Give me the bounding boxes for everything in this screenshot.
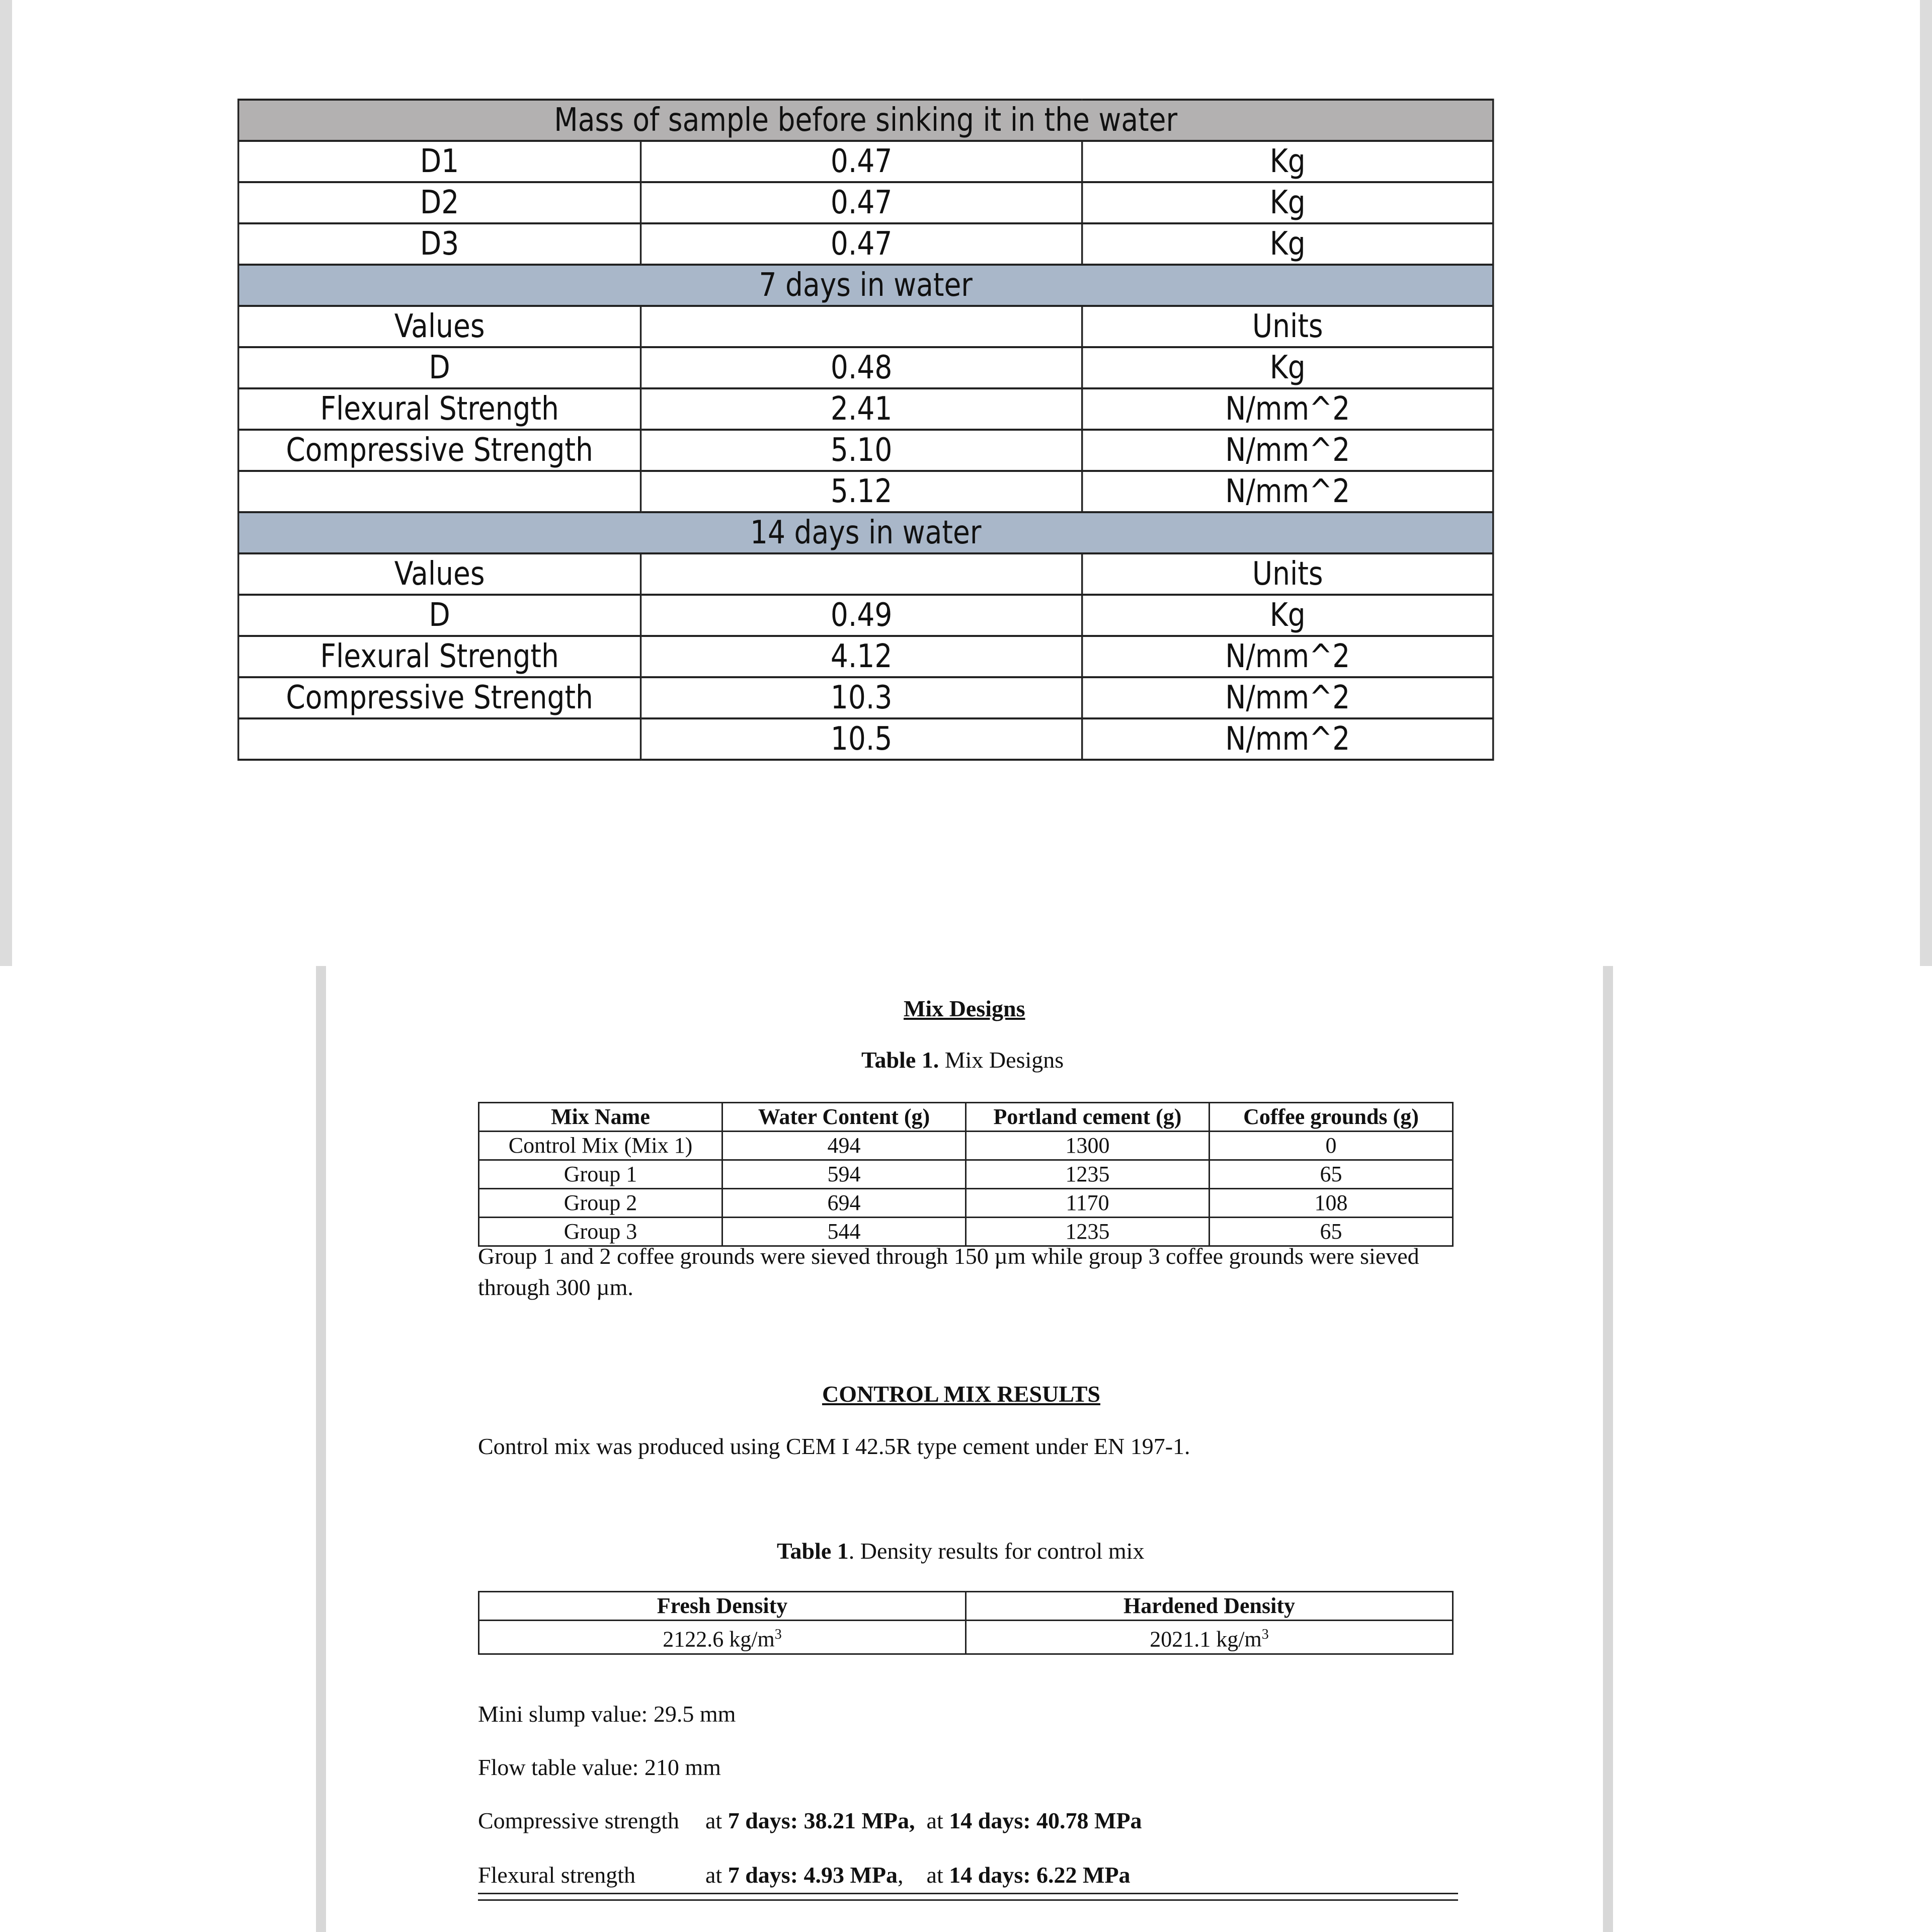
table-cell: 0: [1210, 1132, 1453, 1160]
row-label: D1: [238, 141, 641, 182]
row-value: 10.5: [641, 718, 1082, 760]
document-page: [326, 966, 1603, 1932]
table-row: [238, 306, 1493, 347]
compressive-14-days: 14 days: 40.78 MPa: [949, 1808, 1142, 1833]
flexural-14-days: 14 days: 6.22 MPa: [949, 1862, 1131, 1888]
values-label: Values: [238, 306, 641, 347]
column-header: Fresh Density: [479, 1592, 966, 1621]
density-caption: [777, 1538, 1144, 1564]
row-label: Flexural Strength: [238, 636, 641, 677]
row-unit: N/mm^2: [1082, 677, 1493, 718]
caption-text: Mix Designs: [939, 1047, 1064, 1073]
table-row: [238, 223, 1493, 265]
table-row: [238, 388, 1493, 430]
row-label: D: [238, 347, 641, 388]
separator: ,: [909, 1808, 915, 1833]
page-gutter-left: [316, 966, 326, 1932]
table-cell: 594: [722, 1160, 966, 1189]
row-value: 10.3: [641, 677, 1082, 718]
row-value: 4.12: [641, 636, 1082, 677]
row-label: [238, 471, 641, 512]
row-value: 2.41: [641, 388, 1082, 430]
results-table: [237, 99, 1494, 761]
compressive-7-days: 7 days: 38.21 MPa: [728, 1808, 910, 1833]
row-label: [238, 718, 641, 760]
empty-cell: [641, 306, 1082, 347]
table-cell: 1235: [966, 1160, 1210, 1189]
row-unit: Kg: [1082, 595, 1493, 636]
caption-label: Table 1.: [861, 1047, 939, 1073]
row-value: 0.47: [641, 182, 1082, 223]
table-cell: 108: [1210, 1189, 1453, 1218]
column-header: Mix Name: [479, 1103, 722, 1132]
row-unit: N/mm^2: [1082, 388, 1493, 430]
row-value: 0.49: [641, 595, 1082, 636]
table-cell: Group 2: [479, 1189, 722, 1218]
day14-header: 14 days in water: [238, 512, 1493, 553]
sieve-note-line2: through 300 µm.: [478, 1274, 633, 1300]
table-cell: [479, 1621, 966, 1654]
at-text: at: [705, 1862, 722, 1888]
units-label: Units: [1082, 306, 1493, 347]
table-cell: 1170: [966, 1189, 1210, 1218]
mix-designs-title: Mix Designs: [904, 996, 1025, 1021]
unit-superscript: 3: [1261, 1627, 1269, 1642]
flexural-label: Flexural strength: [478, 1862, 635, 1888]
table-cell: Group 3: [479, 1218, 722, 1246]
row-label: Flexural Strength: [238, 388, 641, 430]
table-row: [238, 636, 1493, 677]
row-unit: Kg: [1082, 182, 1493, 223]
row-label: Compressive Strength: [238, 430, 641, 471]
table-cell: 544: [722, 1218, 966, 1246]
row-value: 5.10: [641, 430, 1082, 471]
row-label: D: [238, 595, 641, 636]
table-cell: Group 1: [479, 1160, 722, 1189]
row-unit: N/mm^2: [1082, 430, 1493, 471]
compressive-label: Compressive strength: [478, 1808, 679, 1833]
at-text: at: [926, 1862, 943, 1888]
column-header: Coffee grounds (g): [1210, 1103, 1453, 1132]
row-unit: N/mm^2: [1082, 718, 1493, 760]
row-value: 0.48: [641, 347, 1082, 388]
table-row: [238, 677, 1493, 718]
table-row: [238, 347, 1493, 388]
flexural-strength-line: [478, 1862, 635, 1888]
table-header-row: [479, 1103, 1453, 1132]
row-value: 0.47: [641, 223, 1082, 265]
table-cell: 65: [1210, 1218, 1453, 1246]
table-row: [479, 1218, 1453, 1246]
table-row: [479, 1132, 1453, 1160]
control-mix-title: CONTROL MIX RESULTS: [822, 1381, 1101, 1407]
caption-label: Table 1: [777, 1538, 849, 1564]
hardened-density-value: 2021.1 kg/m: [1150, 1627, 1262, 1652]
at-text: at: [705, 1808, 722, 1833]
table-row: [238, 718, 1493, 760]
values-label: Values: [238, 553, 641, 595]
compressive-values: [705, 1807, 1142, 1834]
caption-text: . Density results for control mix: [848, 1538, 1145, 1564]
table-cell: [966, 1621, 1453, 1654]
table-cell: Control Mix (Mix 1): [479, 1132, 722, 1160]
flexural-values: [705, 1862, 1131, 1888]
column-header: Water Content (g): [722, 1103, 966, 1132]
table-row: [238, 430, 1493, 471]
row-label: D2: [238, 182, 641, 223]
double-rule-divider: [478, 1893, 1458, 1901]
control-mix-text: Control mix was produced using CEM I 42.5R type cement under EN 197-1.: [478, 1433, 1190, 1459]
mini-slump-text: Mini slump value: 29.5 mm: [478, 1701, 736, 1727]
row-unit: Kg: [1082, 141, 1493, 182]
table-cell: 1300: [966, 1132, 1210, 1160]
compressive-strength-line: [478, 1807, 679, 1834]
panel-edge-left: [0, 0, 12, 966]
table-header-row: [479, 1592, 1453, 1621]
table-cell: 1235: [966, 1218, 1210, 1246]
table-row: [479, 1621, 1453, 1654]
row-unit: N/mm^2: [1082, 636, 1493, 677]
table-row: [238, 595, 1493, 636]
density-table: [478, 1591, 1454, 1655]
separator: ,: [898, 1862, 904, 1888]
day7-header: 7 days in water: [238, 265, 1493, 306]
flow-table-text: Flow table value: 210 mm: [478, 1754, 721, 1780]
row-value: 0.47: [641, 141, 1082, 182]
unit-superscript: 3: [774, 1627, 782, 1642]
day14-header-row: [238, 512, 1493, 553]
row-label: D3: [238, 223, 641, 265]
table-row: [238, 471, 1493, 512]
row-unit: Kg: [1082, 223, 1493, 265]
table-cell: 694: [722, 1189, 966, 1218]
table-cell: 494: [722, 1132, 966, 1160]
row-value: 5.12: [641, 471, 1082, 512]
table-cell: 65: [1210, 1160, 1453, 1189]
table-row: [238, 182, 1493, 223]
row-unit: N/mm^2: [1082, 471, 1493, 512]
table-row: [479, 1160, 1453, 1189]
mass-header-row: [238, 100, 1493, 141]
row-unit: Kg: [1082, 347, 1493, 388]
panel-edge-right: [1920, 0, 1932, 966]
at-text: at: [926, 1808, 943, 1833]
mass-header: Mass of sample before sinking it in the water: [238, 100, 1493, 141]
table-row: [238, 141, 1493, 182]
mix-design-table: [478, 1102, 1454, 1247]
table-row: [238, 553, 1493, 595]
units-label: Units: [1082, 553, 1493, 595]
flexural-7-days: 7 days: 4.93 MPa: [728, 1862, 898, 1888]
row-label: Compressive Strength: [238, 677, 641, 718]
sieve-note-line1: Group 1 and 2 coffee grounds were sieved through 150 µm while group 3 coffee grounds were sieved: [478, 1243, 1419, 1269]
column-header: Portland cement (g): [966, 1103, 1210, 1132]
page-gutter-right: [1603, 966, 1613, 1932]
column-header: Hardened Density: [966, 1592, 1453, 1621]
day7-header-row: [238, 265, 1493, 306]
table-row: [479, 1189, 1453, 1218]
table1-caption: [861, 1046, 1064, 1073]
fresh-density-value: 2122.6 kg/m: [663, 1627, 775, 1652]
empty-cell: [641, 553, 1082, 595]
